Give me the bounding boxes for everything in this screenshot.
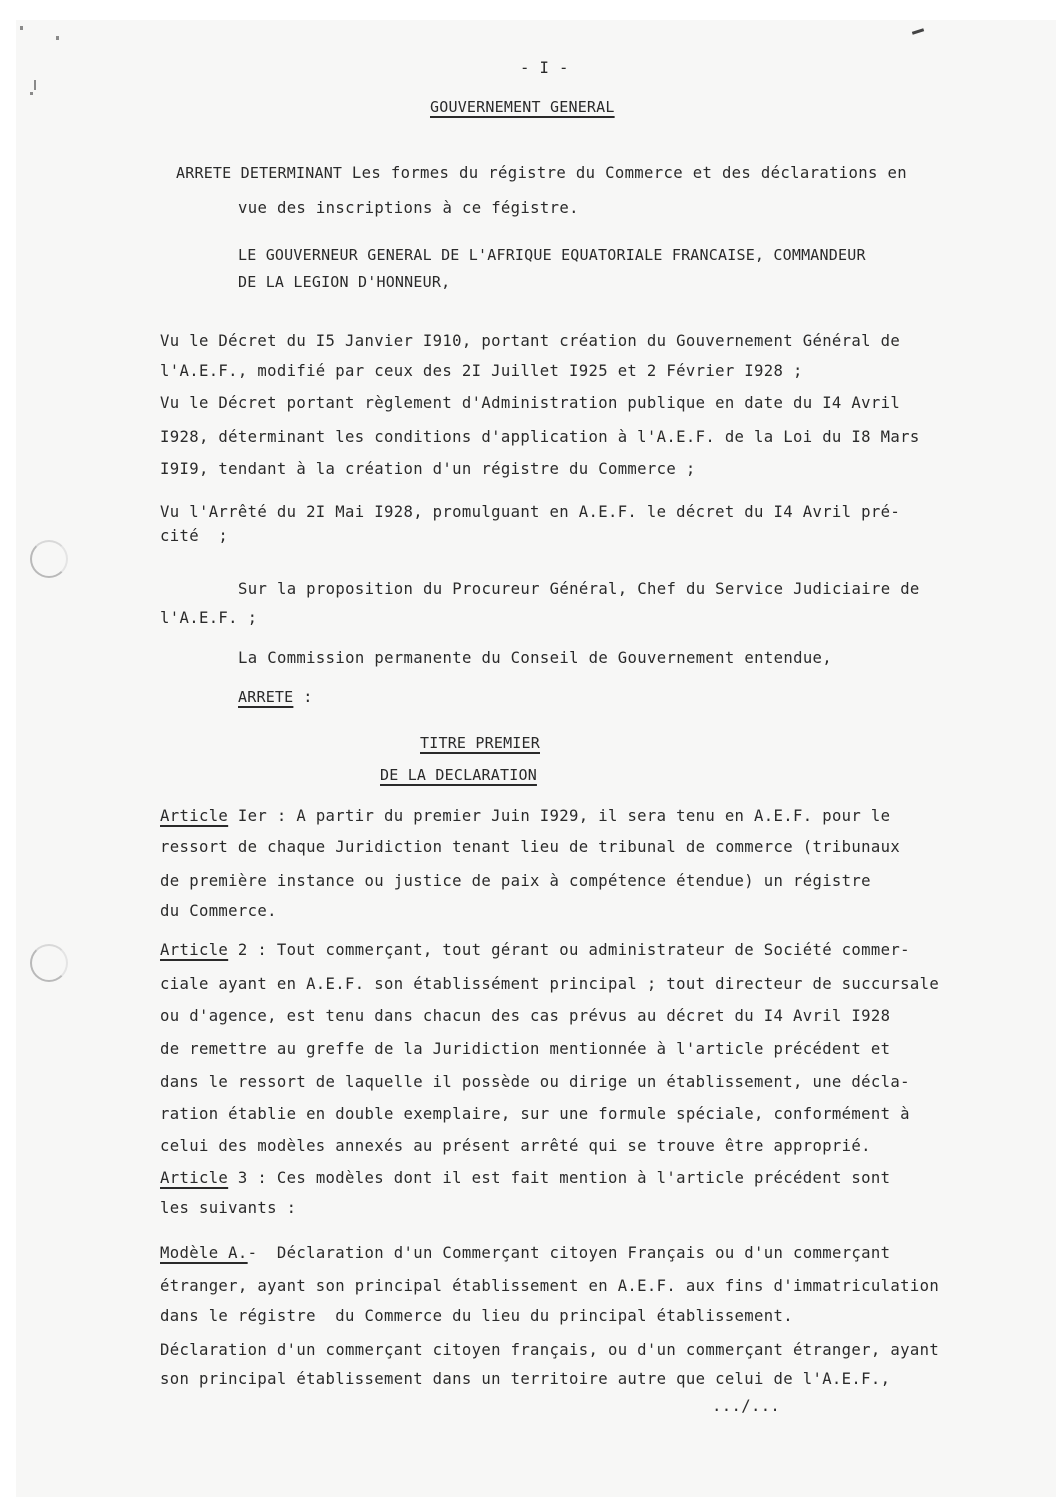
title-line-2: vue des inscriptions à ce fégistre. [238, 199, 579, 217]
article-2-line: celui des modèles annexés au présent arrêté qui se trouve être approprié. [160, 1137, 871, 1155]
consideration-line: Vu le Décret du I5 Janvier I910, portant création du Gouvernement Général de [160, 332, 901, 350]
article-1-line: ressort de chaque Juridiction tenant lieu de tribunal de commerce (tribunaux [160, 838, 901, 856]
modele-a-line: dans le régistre du Commerce du lieu du principal établissement. [160, 1307, 793, 1325]
continuation-mark: .../... [712, 1397, 781, 1415]
article-2-line: ration établie en double exemplaire, sur une formule spéciale, conformément à [160, 1105, 910, 1123]
article-2-first-line [160, 940, 910, 960]
article-2-text: 2 : Tout commerçant, tout gérant ou administrateur de Société commer- [228, 941, 910, 959]
article-1-line: de première instance ou justice de paix à compétence étendue) un régistre [160, 872, 871, 890]
consideration-line: l'A.E.F., modifié par ceux des 2I Juillet I925 et 2 Février I928 ; [160, 362, 803, 380]
punch-hole-icon [30, 540, 68, 578]
punch-hole-icon [30, 944, 68, 982]
article-2-line: ciale ayant en A.E.F. son établissément principal ; tout directeur de succursale [160, 975, 940, 993]
article-3-line: les suivants : [160, 1199, 297, 1217]
article-1-line: du Commerce. [160, 902, 277, 920]
scan-speck [20, 26, 23, 30]
page-number: - I - [520, 59, 569, 77]
consideration-line: Vu l'Arrêté du 2I Mai I928, promulguant en A.E.F. le décret du I4 Avril pré- [160, 503, 901, 521]
article-2-line: ou d'agence, est tenu dans chacun des cas prévus au décret du I4 Avril I928 [160, 1007, 891, 1025]
article-2-line: dans le ressort de laquelle il possède ou dirige un établissement, une décla- [160, 1073, 910, 1091]
article-1-text: Ier : A partir du premier Juin I929, il sera tenu en A.E.F. pour le [228, 807, 891, 825]
article-2-label: Article [160, 941, 229, 959]
modele-a-text: - Déclaration d'un Commerçant citoyen Français ou d'un commerçant [247, 1244, 891, 1262]
modele-a-line: son principal établissement dans un territoire autre que celui de l'A.E.F., [160, 1370, 891, 1388]
article-1-label: Article [160, 807, 229, 825]
article-1-first-line [160, 806, 890, 826]
modele-a-label: Modèle A. [160, 1244, 248, 1262]
title-line-1 [176, 163, 907, 183]
authority-line-1: LE GOUVERNEUR GENERAL DE L'AFRIQUE EQUATORIALE FRANCAISE, COMMANDEUR [238, 246, 866, 264]
authority-line-2: DE LA LEGION D'HONNEUR, [238, 273, 451, 291]
title-rest: Les formes du régistre du Commerce et des déclarations en [342, 164, 907, 182]
titre-line-1: TITRE PREMIER [420, 734, 540, 752]
scan-speck [30, 92, 33, 95]
arrete-label: ARRETE [238, 688, 294, 706]
modele-a-line: Déclaration d'un commerçant citoyen français, ou d'un commerçant étranger, ayant [160, 1341, 940, 1359]
page-header: GOUVERNEMENT GENERAL [430, 98, 615, 116]
article-3-label: Article [160, 1169, 229, 1187]
consideration-line: Vu le Décret portant règlement d'Administration publique en date du I4 Avril [160, 394, 901, 412]
article-2-line: de remettre au greffe de la Juridiction mentionnée à l'article précédent et [160, 1040, 891, 1058]
scan-speck [34, 80, 36, 90]
scan-speck [56, 36, 59, 40]
title-lead: ARRETE DETERMINANT [176, 164, 343, 182]
arrete-colon: : [293, 688, 313, 706]
consideration-line: I928, déterminant les conditions d'application à l'A.E.F. de la Loi du I8 Mars [160, 428, 920, 446]
commission-line: La Commission permanente du Conseil de Gouvernement entendue, [238, 649, 833, 667]
modele-a-first-line [160, 1243, 890, 1263]
proposal-line-2: l'A.E.F. ; [160, 609, 258, 627]
proposal-line-1: Sur la proposition du Procureur Général, Chef du Service Judiciaire de [238, 580, 920, 598]
consideration-line: I9I9, tendant à la création d'un régistre du Commerce ; [160, 460, 696, 478]
titre-line-2: DE LA DECLARATION [380, 766, 537, 784]
article-3-text: 3 : Ces modèles dont il est fait mention à l'article précédent sont [228, 1169, 891, 1187]
modele-a-line: étranger, ayant son principal établissement en A.E.F. aux fins d'immatriculation [160, 1277, 940, 1295]
consideration-line: cité ; [160, 527, 229, 545]
article-3-first-line [160, 1168, 890, 1188]
arrete-heading [238, 687, 313, 707]
